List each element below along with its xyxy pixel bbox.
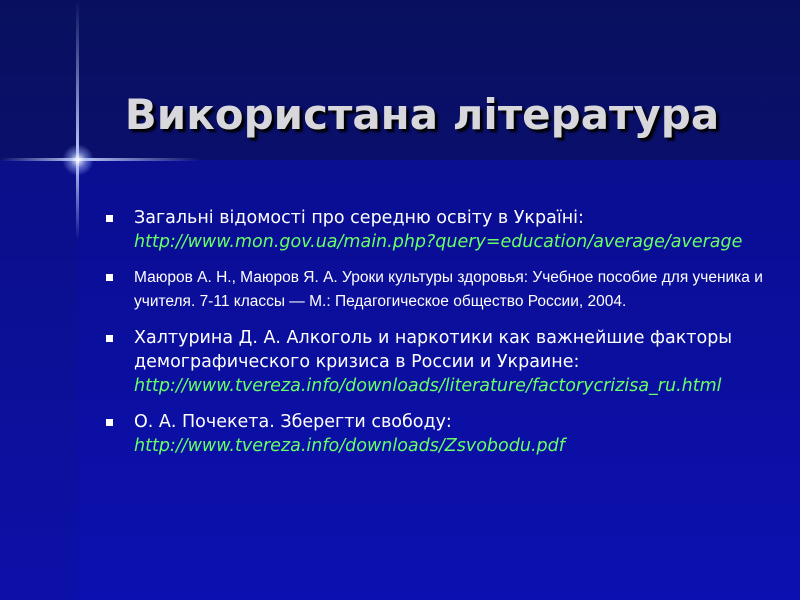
reference-text: Загальні відомості про середню освіту в Україні: (134, 208, 584, 228)
reference-item-1 (100, 206, 780, 254)
reference-text: О. А. Почекета. Зберегти свободу: (134, 412, 452, 432)
square-bullet-icon (106, 215, 113, 222)
reference-item-4 (100, 410, 780, 458)
reference-item-2 (100, 266, 780, 314)
reference-link[interactable]: http://www.mon.gov.ua/main.php?query=education/average/average (134, 232, 743, 252)
reference-list (100, 206, 780, 470)
square-bullet-icon (106, 419, 113, 426)
reference-text: Халтурина Д. А. Алкоголь и наркотики как важнейшие факторы демографического кризиса в России и Украине: (134, 328, 733, 372)
flare-horizontal-decoration (0, 158, 200, 161)
square-bullet-icon (106, 274, 113, 281)
flare-star-icon (62, 144, 94, 176)
reference-link[interactable]: http://www.tvereza.info/downloads/Zsvobodu.pdf (134, 436, 565, 456)
reference-item-3 (100, 326, 780, 398)
square-bullet-icon (106, 335, 113, 342)
reference-text: Маюров А. Н., Маюров Я. А. Уроки культуры здоровья: Учебное пособие для ученика и учителя. 7-11 классы — М.: Педагогическое общество России, 2004. (134, 269, 763, 310)
slide-title: Використана література (124, 90, 720, 140)
reference-link[interactable]: http://www.tvereza.info/downloads/literature/factorycrizisa_ru.html (134, 376, 722, 396)
left-band (0, 160, 78, 600)
